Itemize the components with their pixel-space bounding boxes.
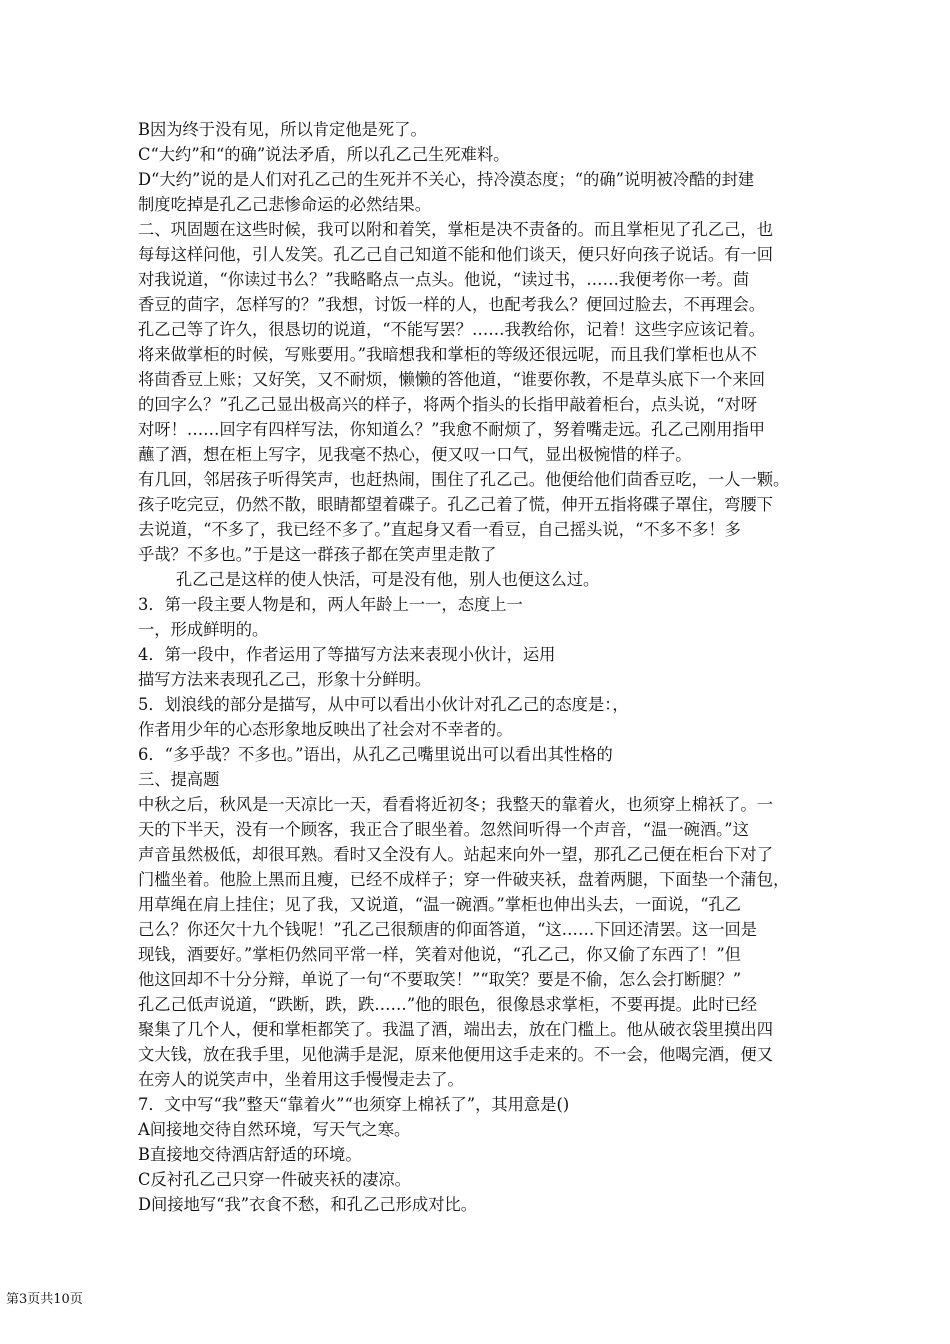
section3-line: 在旁人的说笑声中，坐着用这手慢慢走去了。: [138, 1070, 464, 1089]
section3-line: 己么？你还欠十九个钱呢！”孔乙己很颓唐的仰面答道，“这……下回还清罢。这一回是: [138, 920, 758, 939]
section3-line: 中秋之后，秋风是一天凉比一天，看看将近初冬；我整天的靠着火，也须穿上棉袄了。一: [138, 795, 773, 814]
section3-line: 他这回却不十分分辩，单说了一句“不要取笑！”“取笑？要是不偷，怎么会打断腿？”: [138, 970, 742, 989]
section3-line: 门槛坐着。他脸上黑而且瘦，已经不成样子；穿一件破夹袄，盘着两腿，下面垫一个蒲包，: [138, 870, 790, 889]
section3-line: 聚集了几个人，便和掌柜都笑了。我温了酒，端出去，放在门槛上。他从破衣袋里摸出四: [138, 1020, 773, 1039]
option-c: C“大约”和“的确”说法矛盾，所以孔乙己生死难料。: [138, 145, 510, 164]
section2-line: 将茴香豆上账；又好笑，又不耐烦，懒懒的答他道，“谁要你教，不是草头底下一个来回: [138, 370, 766, 389]
section2-indented-line: 孔乙己是这样的使人快活，可是没有他，别人也便这么过。: [176, 570, 600, 589]
section2-line: 对我说道，“你读过书么？”我略略点一点头。他说，“读过书，……我便考你一考。茴: [138, 270, 750, 289]
section2-line: 孩子吃完豆，仍然不散，眼睛都望着碟子。孔乙己着了慌，伸开五指将碟子罩住，弯腰下: [138, 495, 773, 514]
section2-line: 有几回，邻居孩子听得笑声，也赶热闹，围住了孔乙己。他便给他们茴香豆吃，一人一颗。: [138, 470, 790, 489]
section3-line: 孔乙己低声说道，“跌断，跌，跌……”他的眼色，很像恳求掌柜，不要再提。此时已经: [138, 995, 758, 1014]
section2-line: 蘸了酒，想在柜上写字，见我毫不热心，便又叹一口气，显出极惋惜的样子。: [138, 445, 692, 464]
section2-line: 孔乙己等了许久，很恳切的说道，“不能写罢？……我教给你，记着！这些字应该记着。: [138, 320, 766, 339]
section2-line: 的回字么？”孔乙己显出极高兴的样子，将两个指头的长指甲敲着柜台，点头说，“对呀: [138, 395, 758, 414]
section3-heading: 三、提高题: [138, 770, 220, 789]
question-6: 6．“多乎哉？不多也。”语出，从孔乙己嘴里说出可以看出其性格的: [138, 745, 613, 764]
question-7-option-c: C反衬孔乙己只穿一件破夹袄的凄凉。: [138, 1170, 411, 1189]
section2-line: 每每这样问他，引人发笑。孔乙己自己知道不能和他们谈天，便只好向孩子说话。有一回: [138, 245, 773, 264]
option-d-continued: 制度吃掉是孔乙己悲惨命运的必然结果。: [138, 195, 432, 214]
question-7: 7．文中写“我”整天“靠着火”“也须穿上棉袄了”，其用意是(): [138, 1095, 570, 1114]
question-4: 4．第一段中，作者运用了等描写方法来表现小伙计，运用: [138, 645, 556, 664]
question-7-option-a: A间接地交待自然环境，写天气之寒。: [138, 1120, 411, 1139]
option-b: B因为终于没有见，所以肯定他是死了。: [138, 120, 427, 139]
section3-line: 用草绳在肩上挂住；见了我，又说道，“温一碗酒。”掌柜也伸出头去，一面说，“孔乙: [138, 895, 741, 914]
section3-line: 现钱，酒要好。”掌柜仍然同平常一样，笑着对他说，“孔乙己，你又偷了东西了！”但: [138, 945, 741, 964]
section3-line: 声音虽然极低，却很耳熟。看时又全没有人。站起来向外一望，那孔乙己便在柜台下对了: [138, 845, 773, 864]
question-5-continued: 作者用少年的心态形象地反映出了社会对不幸者的。: [138, 720, 513, 739]
section2-line: 香豆的茴字，怎样写的？”我想，讨饭一样的人，也配考我么？便回过脸去，不再理会。: [138, 295, 766, 314]
section3-line: 天的下半天，没有一个顾客，我正合了眼坐着。忽然间听得一个声音，“温一碗酒。”这: [138, 820, 749, 839]
question-7-option-d: D间接地写“我”衣食不愁，和孔乙己形成对比。: [138, 1195, 478, 1214]
section2-line: 对呀！……回字有四样写法，你知道么？”我愈不耐烦了，努着嘴走远。孔乙己刚用指甲: [138, 420, 766, 439]
section2-line: 去说道，“不多了，我已经不多了。”直起身又看一看豆，自己摇头说，“不多不多！多: [138, 520, 741, 539]
question-7-option-b: B直接地交待酒店舒适的环境。: [138, 1145, 362, 1164]
option-d: D“大约”说的是人们对孔乙己的生死并不关心，持冷漠态度；“的确”说明被冷酷的封建: [138, 170, 755, 189]
section2-line: 乎哉？不多也。”于是这一群孩子都在笑声里走散了: [138, 545, 497, 564]
question-4-continued: 描写方法来表现孔乙己，形象十分鲜明。: [138, 670, 432, 689]
section2-line: 将来做掌柜的时候，写账要用。”我暗想我和掌柜的等级还很远呢，而且我们掌柜也从不: [138, 345, 757, 364]
question-5: 5．划浪线的部分是描写，从中可以看出小伙计对孔乙己的态度是：，: [138, 695, 629, 714]
section2-line: 二、巩固题在这些时候，我可以附和着笑，掌柜是决不责备的。而且掌柜见了孔乙己，也: [138, 220, 773, 239]
question-3-continued: 一，形成鲜明的。: [138, 620, 269, 639]
page-number-footer: 第3页共10页: [6, 1292, 83, 1307]
section3-line: 文大钱，放在我手里，见他满手是泥，原来他便用这手走来的。不一会，他喝完酒，便又: [138, 1045, 773, 1064]
question-3: 3．第一段主要人物是和，两人年龄上一一，态度上一: [138, 595, 523, 614]
